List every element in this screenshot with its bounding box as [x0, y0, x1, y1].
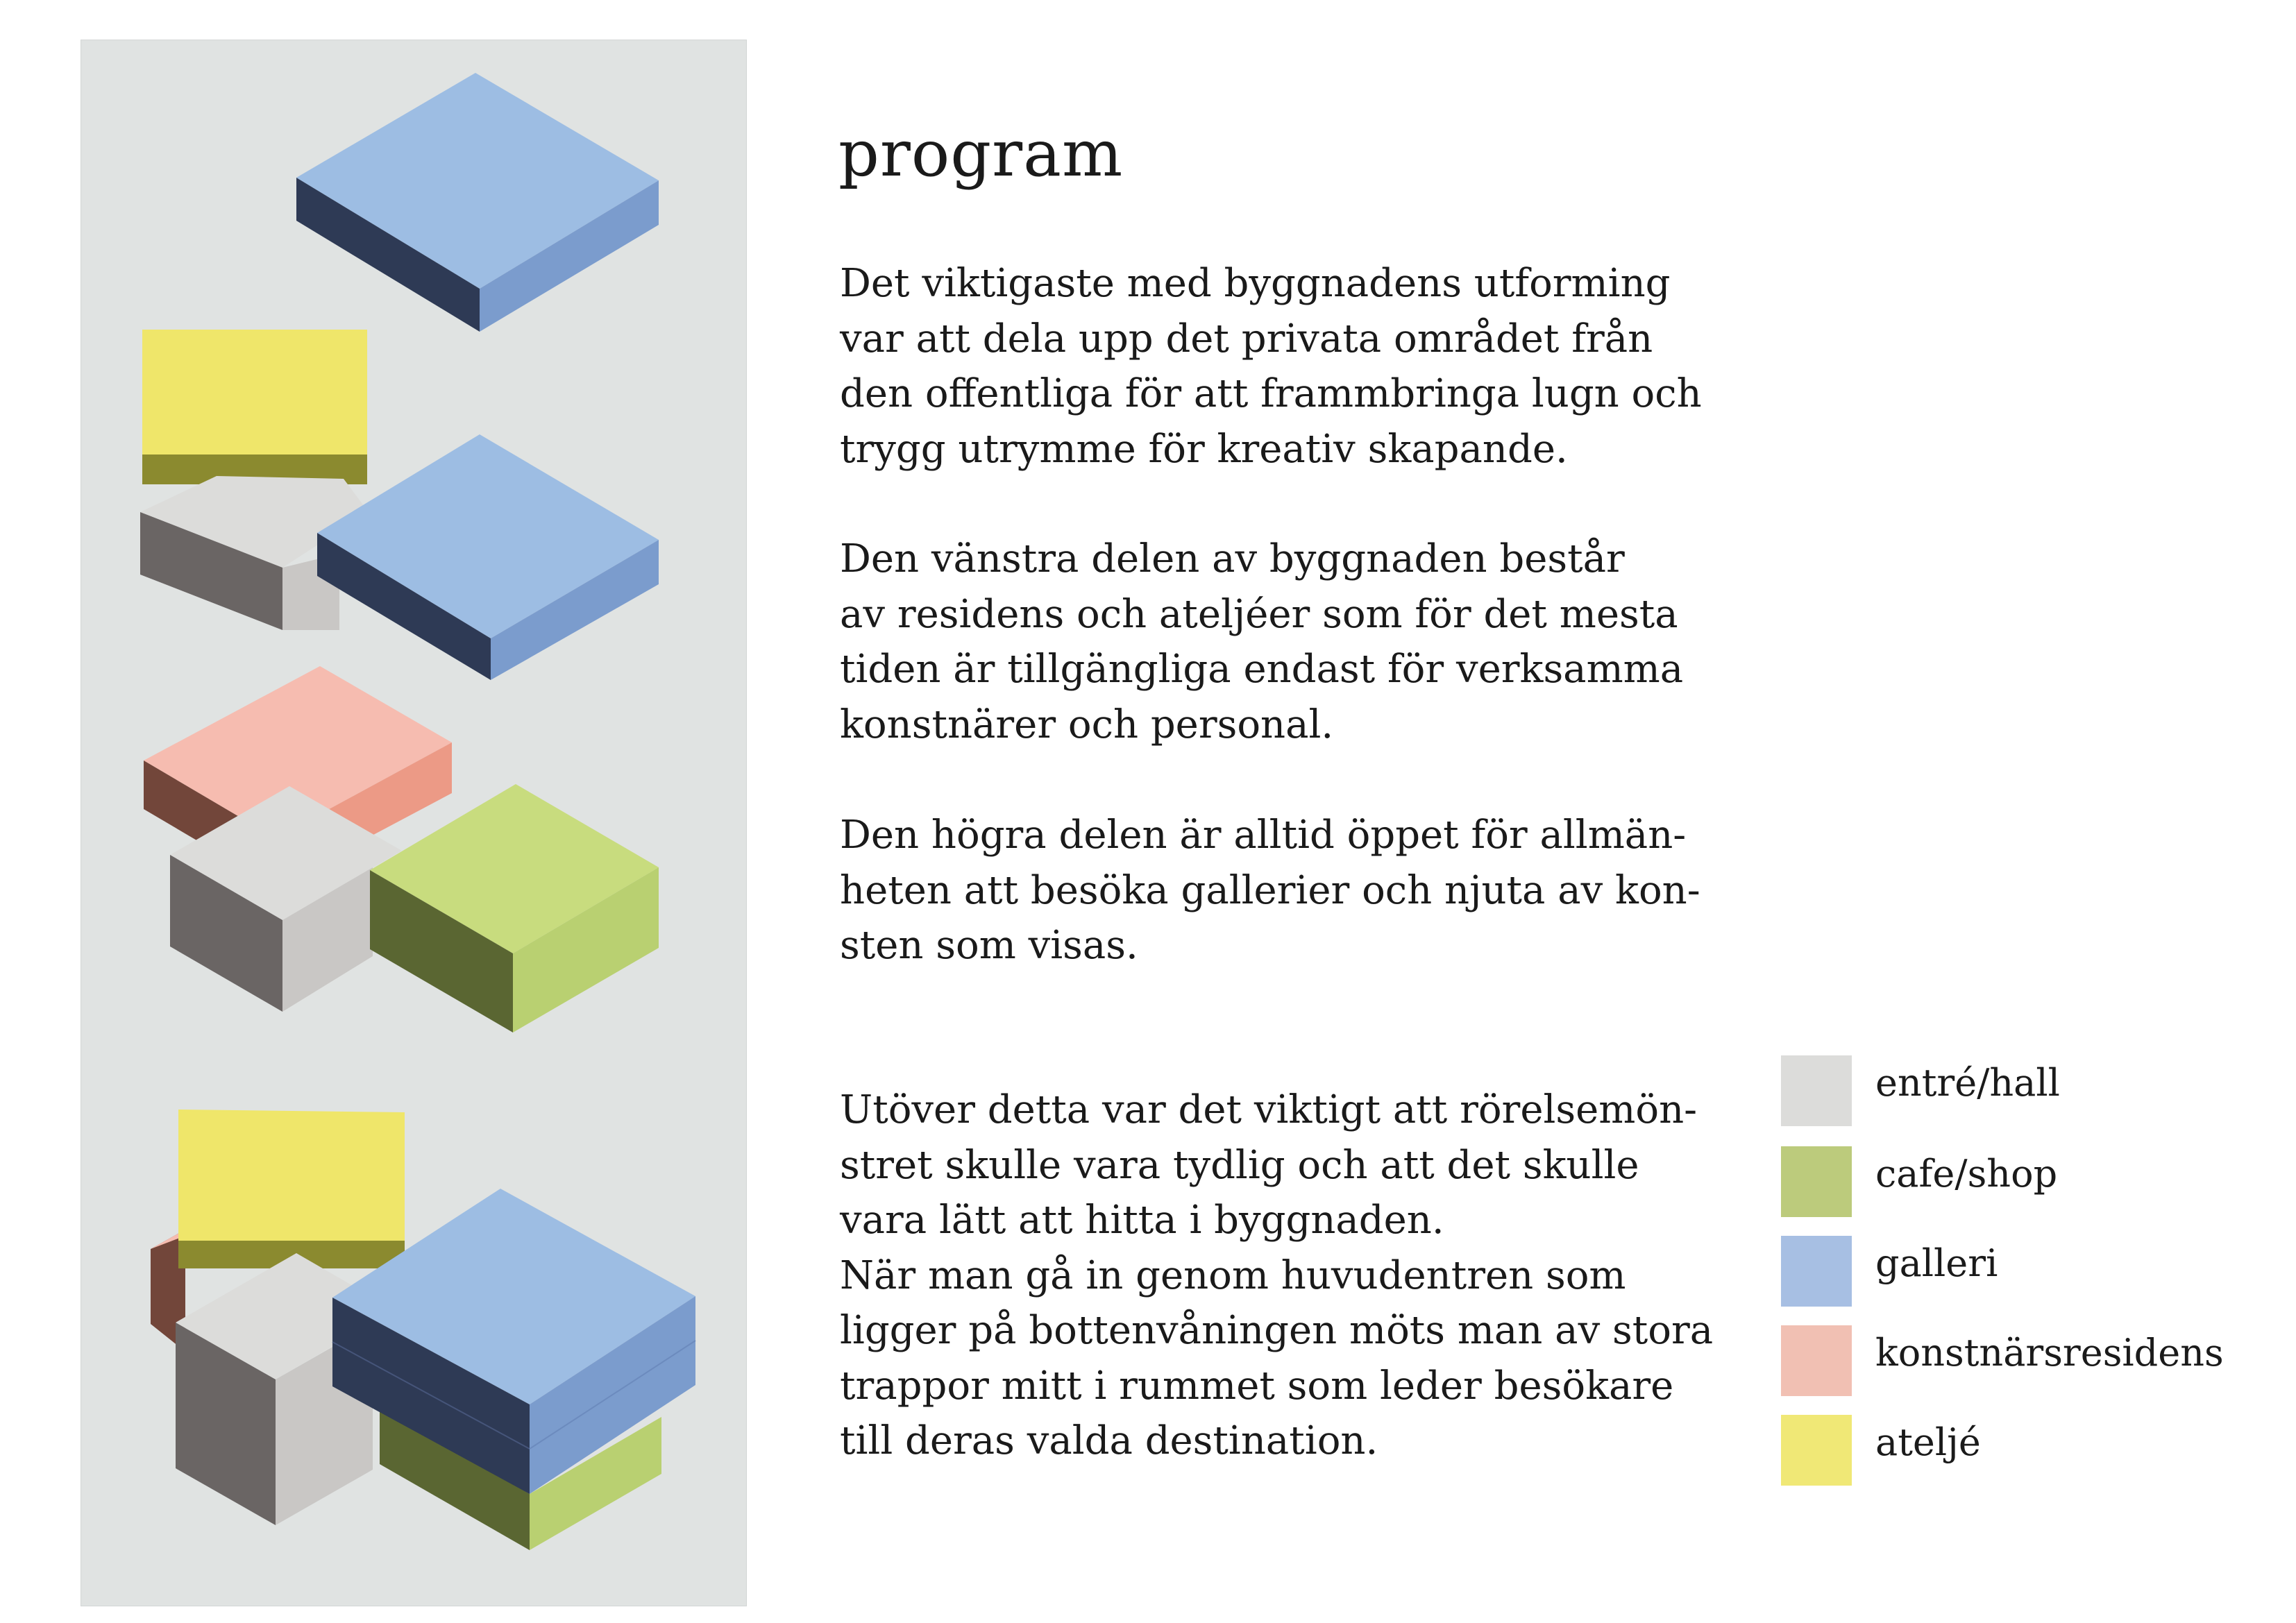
- legend-item-galleri: [1781, 1236, 2267, 1307]
- atelje-front-face: [178, 1110, 405, 1241]
- legend-swatch: [1781, 1236, 1852, 1307]
- paragraph-circulation: Utöver detta var det viktigt att rörelsemön- stret skulle vara tydlig och att det skulle vara lätt att hitta i byggnaden. När man gå in genom huvudentren som ligger på bottenvåningen möts man av stora trappor mitt i rummet som leder besökare till deras valda destination.: [840, 1087, 1714, 1463]
- atelje-front-face: [142, 330, 367, 454]
- legend-label: cafe/shop: [1875, 1152, 2058, 1196]
- isometric-program-diagram: [81, 40, 746, 1606]
- legend-label: ateljé: [1875, 1420, 1981, 1464]
- page-title: program: [838, 117, 1124, 191]
- block-4-combined: [151, 1110, 695, 1550]
- legend-label: galleri: [1875, 1241, 1998, 1285]
- paragraph-left-part: Den vänstra delen av byggnaden består av residens och ateljéer som för det mesta tiden är tillgängliga endast för verksamma konstnärer och personal.: [840, 536, 1684, 747]
- legend-item-cafe-shop: [1781, 1146, 2267, 1217]
- legend-swatch: [1781, 1146, 1852, 1217]
- legend-item-atelje: [1781, 1415, 2267, 1486]
- legend-swatch: [1781, 1055, 1852, 1126]
- legend-label: entré/hall: [1875, 1061, 2060, 1105]
- legend-label: konstnärsresidens: [1875, 1331, 2224, 1375]
- legend-swatch: [1781, 1415, 1852, 1486]
- block-2-atelje-entre-galleri: [140, 330, 659, 680]
- paragraph-right-part: Den högra delen är alltid öppet för allmän- heten att besöka gallerier och njuta av kon- sten som visas.: [840, 813, 1700, 968]
- block-1-galleri: [296, 73, 659, 332]
- block-3-residens-entre-cafe: [144, 666, 659, 1033]
- paragraph-layout-intent: Det viktigaste med byggnadens utforming var att dela upp det privata området från den offentliga för att frammbringa lugn och trygg utrymme för kreativ skapande.: [840, 261, 1702, 472]
- legend-swatch: [1781, 1325, 1852, 1396]
- diagram-panel: [81, 40, 747, 1606]
- legend-item-konstnarsresidens: [1781, 1325, 2267, 1396]
- legend-item-entre-hall: [1781, 1055, 2267, 1126]
